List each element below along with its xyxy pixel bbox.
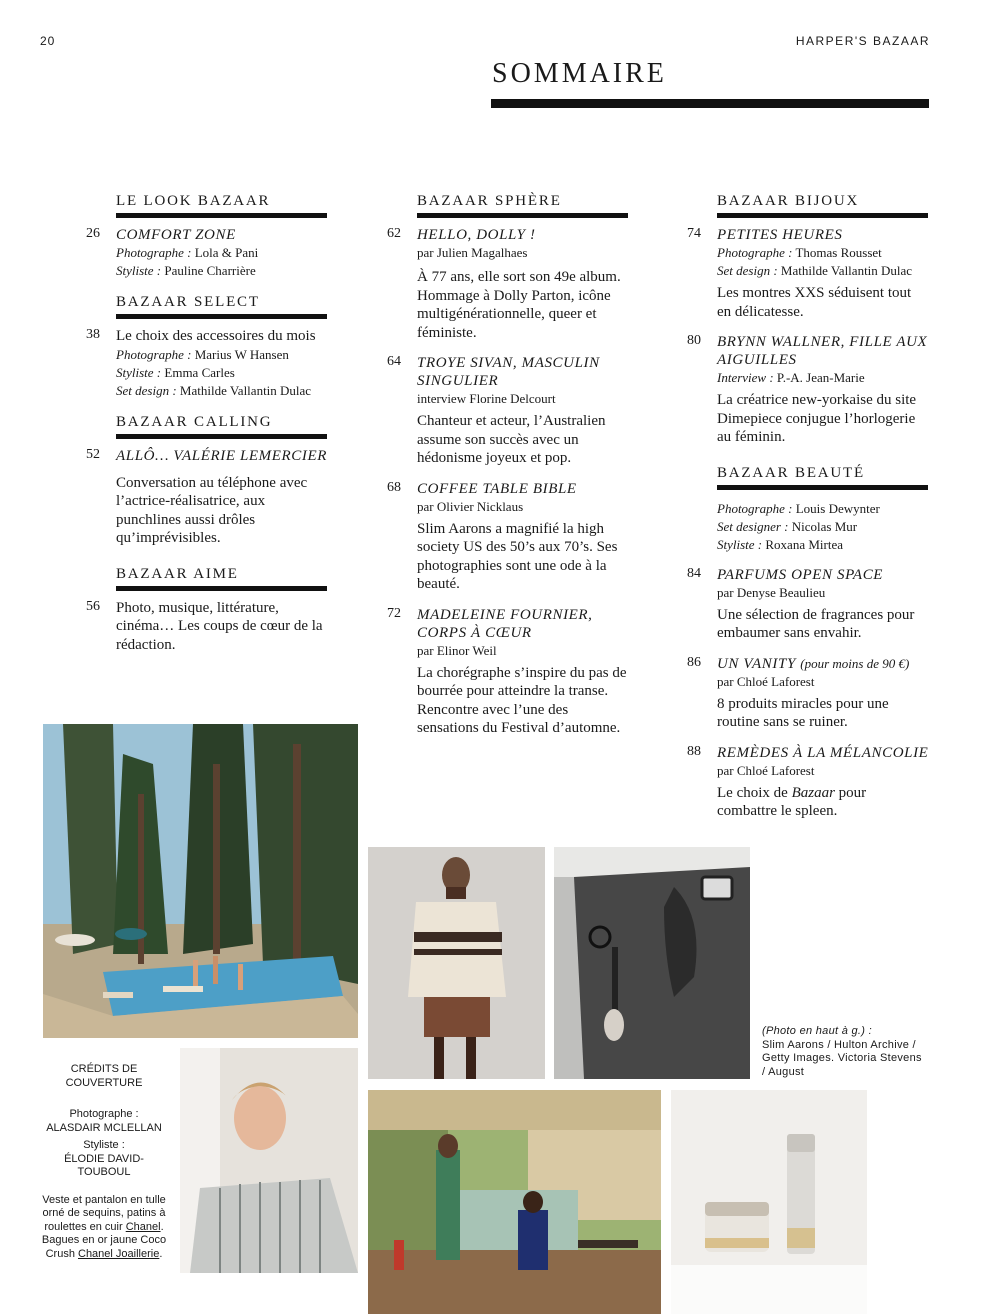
entry-byline: par Julien Magalhaes	[417, 245, 528, 260]
section-heading: BAZAAR AIME	[116, 566, 327, 591]
page-ref: 56	[86, 598, 100, 614]
credit-line: Styliste : Roxana Mirtea	[717, 536, 844, 552]
toc-entry[interactable]	[86, 327, 327, 400]
entry-title: PETITES HEURES	[717, 227, 843, 243]
entry-title: BRYNN WALLNER, FILLE AUX AIGUILLES	[717, 334, 928, 368]
toc-entry[interactable]	[86, 226, 327, 280]
entry-title: HELLO, DOLLY !	[417, 227, 536, 243]
photo-painting-interior	[368, 1090, 661, 1314]
photo-beauty-products	[671, 1090, 867, 1314]
page-ref: 68	[387, 479, 401, 495]
entry-byline: par Denyse Beaulieu	[717, 584, 826, 600]
brand-link[interactable]: Chanel	[125, 1220, 161, 1233]
cover-credits-heading: CRÉDITS DE COUVERTURE	[65, 1063, 143, 1089]
page-ref: 62	[387, 226, 401, 241]
brand-link[interactable]: Chanel Joaillerie	[78, 1247, 160, 1260]
credit-line: Photographe : Thomas Rousset	[717, 245, 882, 260]
page-ref: 64	[387, 354, 401, 369]
entry-byline: par Elinor Weil	[417, 642, 497, 658]
column-middle	[387, 193, 628, 748]
entry-title: COFFEE TABLE BIBLE	[417, 480, 577, 497]
page-ref: 52	[86, 446, 100, 462]
entry-description: Le choix de Bazaar pour combattre le spleen.	[717, 784, 867, 819]
page-ref: 84	[687, 565, 701, 581]
toc-entry[interactable]	[687, 743, 929, 821]
cover-credit-role: Photographe :	[69, 1108, 139, 1120]
photo-model-sweater	[368, 847, 545, 1079]
entry-title: ALLÔ… VALÉRIE LEMERCIER	[116, 447, 328, 464]
section-heading: BAZAAR BIJOUX	[717, 193, 928, 218]
page-number: 20	[40, 34, 56, 48]
entry-title: MADELEINE FOURNIER, CORPS À CŒUR	[417, 606, 593, 641]
section-heading: BAZAAR CALLING	[116, 414, 327, 439]
credit-line: Set design : Mathilde Vallantin Dulac	[717, 263, 913, 278]
credit-line: Styliste : Pauline Charrière	[116, 263, 256, 278]
photo-jeans-watch	[554, 847, 750, 1079]
toc-entry[interactable]	[387, 354, 628, 468]
cover-credit-name: ÉLODIE DAVID-TOUBOUL	[64, 1152, 144, 1178]
credit-line: Set designer : Nicolas Mur	[717, 518, 858, 534]
section-heading: BAZAAR BEAUTÉ	[717, 465, 928, 490]
entry-title: PARFUMS OPEN SPACE	[717, 566, 884, 583]
entry-byline: par Chloé Laforest	[717, 762, 815, 778]
cover-credits	[40, 1063, 168, 1261]
page-title: SOMMAIRE	[492, 58, 667, 89]
section-credits	[717, 500, 928, 554]
page-ref: 80	[687, 333, 701, 348]
entry-description: À 77 ans, elle sort son 49e album. Hommage à Dolly Parton, icône multigénérationnelle, queer et féministe.	[417, 269, 621, 341]
entry-title: TROYE SIVAN, MASCULIN SINGULIER	[417, 355, 600, 389]
magazine-name: HARPER'S BAZAAR	[795, 34, 930, 48]
entry-description: 8 produits miracles pour une routine sans se ruiner.	[717, 695, 889, 730]
entry-title: COMFORT ZONE	[116, 227, 236, 243]
page-ref: 86	[687, 654, 701, 670]
title-rule	[491, 99, 929, 108]
credit-line: Photographe : Lola & Pani	[116, 245, 259, 260]
photo-credits	[762, 1025, 922, 1079]
entry-title: REMÈDES À LA MÉLANCOLIE	[717, 744, 929, 761]
cover-credit-role: Styliste :	[83, 1139, 125, 1151]
credit-line: Interview : P.-A. Jean-Marie	[717, 370, 865, 385]
page-ref: 88	[687, 743, 701, 759]
credit-line: Styliste : Emma Carles	[116, 364, 235, 380]
entry-title: Le choix des accessoires du mois	[116, 328, 316, 344]
credit-line: Set design : Mathilde Vallantin Dulac	[116, 382, 312, 398]
section-heading: BAZAAR SELECT	[116, 294, 327, 319]
cover-credit-name: ALASDAIR MCLELLAN	[46, 1121, 162, 1134]
toc-entry[interactable]	[687, 565, 928, 643]
entry-description: Chanteur et acteur, l’Australien assume son succès avec un hédonisme joyeux et pop.	[417, 413, 606, 466]
column-left	[86, 193, 328, 664]
entry-description: Les montres XXS séduisent tout en délicatesse.	[717, 285, 912, 320]
credit-line: Photographe : Louis Dewynter	[717, 500, 880, 516]
entry-description: Une sélection de fragrances pour embaumer sans envahir.	[717, 606, 915, 641]
page-ref: 26	[86, 226, 100, 241]
page-ref: 74	[687, 226, 701, 241]
column-right	[687, 193, 929, 831]
entry-description: La créatrice new-yorkaise du site Dimepiece conjugue l’horlogerie au féminin.	[717, 392, 917, 445]
entry-description: Photo, musique, littérature, cinéma… Les coups de cœur de la rédaction.	[116, 599, 323, 653]
toc-entry[interactable]	[387, 605, 628, 738]
cover-credits-text: Veste et pantalon en tulle orné de sequins, patins à roulettes en cuir Chanel. Bagues en or jaune Coco Crush Chanel Joaillerie.	[41, 1193, 167, 1260]
photo-credits-lead: (Photo en haut à g.) :	[762, 1025, 872, 1037]
entry-description: La chorégraphe s’inspire du pas de bourrée pour atteindre la transe. Rencontre avec l’une des sensations du Festival d’automne.	[417, 664, 627, 736]
credit-line: Photographe : Marius W Hansen	[116, 346, 289, 362]
entry-byline: par Chloé Laforest	[717, 673, 815, 689]
entry-byline: par Olivier Nicklaus	[417, 498, 524, 514]
entry-title: UN VANITY (pour moins de 90 €)	[717, 655, 910, 672]
photo-credits-text: Slim Aarons / Hulton Archive / Getty Images. Victoria Stevens / August	[762, 1038, 922, 1078]
toc-entry[interactable]	[687, 226, 928, 321]
section-heading: LE LOOK BAZAAR	[116, 193, 327, 218]
entry-byline: interview Florine Delcourt	[417, 391, 556, 406]
photo-cover-model	[180, 1048, 358, 1273]
page-ref: 38	[86, 327, 100, 342]
entry-description: Slim Aarons a magnifié la high society US des 50’s aux 70’s. Ses photographies sont une ode à la beauté.	[417, 520, 618, 592]
toc-entry[interactable]	[687, 654, 928, 732]
toc-entry[interactable]	[387, 479, 628, 594]
toc-entry[interactable]	[86, 446, 328, 548]
toc-entry[interactable]	[387, 226, 628, 342]
section-heading: BAZAAR SPHÈRE	[417, 193, 628, 218]
toc-entry[interactable]	[86, 598, 327, 655]
toc-entry[interactable]	[687, 333, 928, 447]
photo-pool-party	[43, 724, 358, 1038]
page-ref: 72	[387, 605, 401, 621]
entry-description: Conversation au téléphone avec l’actrice-réalisatrice, aux punchlines aussi drôles qu’imprévisibles.	[116, 474, 308, 546]
